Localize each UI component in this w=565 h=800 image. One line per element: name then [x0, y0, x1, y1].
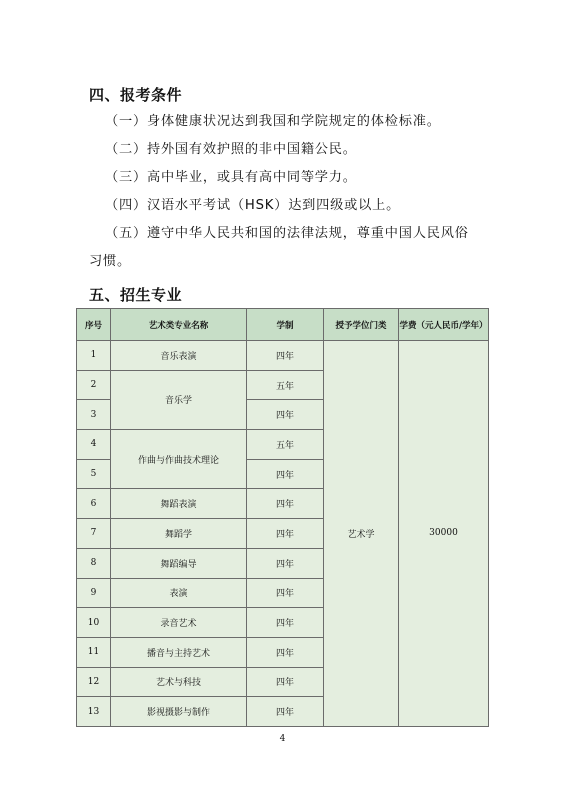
- header-degree: 授予学位门类: [324, 309, 399, 341]
- row-number: 11: [77, 637, 111, 667]
- page-number: 4: [279, 734, 286, 744]
- table-row: [77, 341, 489, 371]
- major-name: 艺术与科技: [111, 667, 247, 697]
- row-number: 2: [77, 370, 111, 400]
- duration: 四年: [247, 489, 324, 519]
- row-number: 6: [77, 489, 111, 519]
- duration: 四年: [247, 548, 324, 578]
- duration: 四年: [247, 341, 324, 371]
- row-number: 3: [77, 400, 111, 430]
- duration: 四年: [247, 459, 324, 489]
- major-name: 舞蹈表演: [111, 489, 247, 519]
- condition-item-1: （一）身体健康状况达到我国和学院规定的体检标准。: [105, 114, 441, 129]
- tuition-fee: 30000: [399, 341, 489, 727]
- duration: 四年: [247, 608, 324, 638]
- header-duration: 学制: [247, 309, 324, 341]
- condition-item-5: （五）遵守中华人民共和国的法律法规，尊重中国人民风俗: [105, 226, 469, 241]
- condition-item-3: （三）高中毕业，或具有高中同等学力。: [105, 170, 357, 185]
- table-header-row: [77, 309, 489, 341]
- condition-item-2: （二）持外国有效护照的非中国籍公民。: [105, 142, 357, 157]
- major-name: 舞蹈编导: [111, 548, 247, 578]
- header-major-name: 艺术类专业名称: [111, 309, 247, 341]
- major-name: 播音与主持艺术: [111, 637, 247, 667]
- row-number: 10: [77, 608, 111, 638]
- major-name: 音乐学: [111, 370, 247, 429]
- major-name: 音乐表演: [111, 341, 247, 371]
- duration: 四年: [247, 637, 324, 667]
- row-number: 1: [77, 341, 111, 371]
- row-number: 9: [77, 578, 111, 608]
- row-number: 4: [77, 430, 111, 460]
- duration: 五年: [247, 430, 324, 460]
- section-4-heading: 四、报考条件: [89, 86, 183, 104]
- row-number: 7: [77, 519, 111, 549]
- duration: 四年: [247, 667, 324, 697]
- major-name: 表演: [111, 578, 247, 608]
- duration: 四年: [247, 697, 324, 727]
- row-number: 5: [77, 459, 111, 489]
- header-number: 序号: [77, 309, 111, 341]
- condition-item-5-continued: 习惯。: [89, 254, 131, 269]
- duration: 四年: [247, 400, 324, 430]
- degree-category: 艺术学: [324, 341, 399, 727]
- duration: 五年: [247, 370, 324, 400]
- majors-table: [76, 308, 489, 727]
- major-name: 影视摄影与制作: [111, 697, 247, 727]
- header-tuition: 学费（元人民币/学年）: [399, 309, 489, 341]
- section-5-heading: 五、招生专业: [89, 286, 183, 304]
- major-name: 舞蹈学: [111, 519, 247, 549]
- duration: 四年: [247, 578, 324, 608]
- major-name: 作曲与作曲技术理论: [111, 430, 247, 489]
- duration: 四年: [247, 519, 324, 549]
- row-number: 8: [77, 548, 111, 578]
- row-number: 12: [77, 667, 111, 697]
- major-name: 录音艺术: [111, 608, 247, 638]
- condition-item-4: （四）汉语水平考试（HSK）达到四级或以上。: [105, 198, 401, 213]
- row-number: 13: [77, 697, 111, 727]
